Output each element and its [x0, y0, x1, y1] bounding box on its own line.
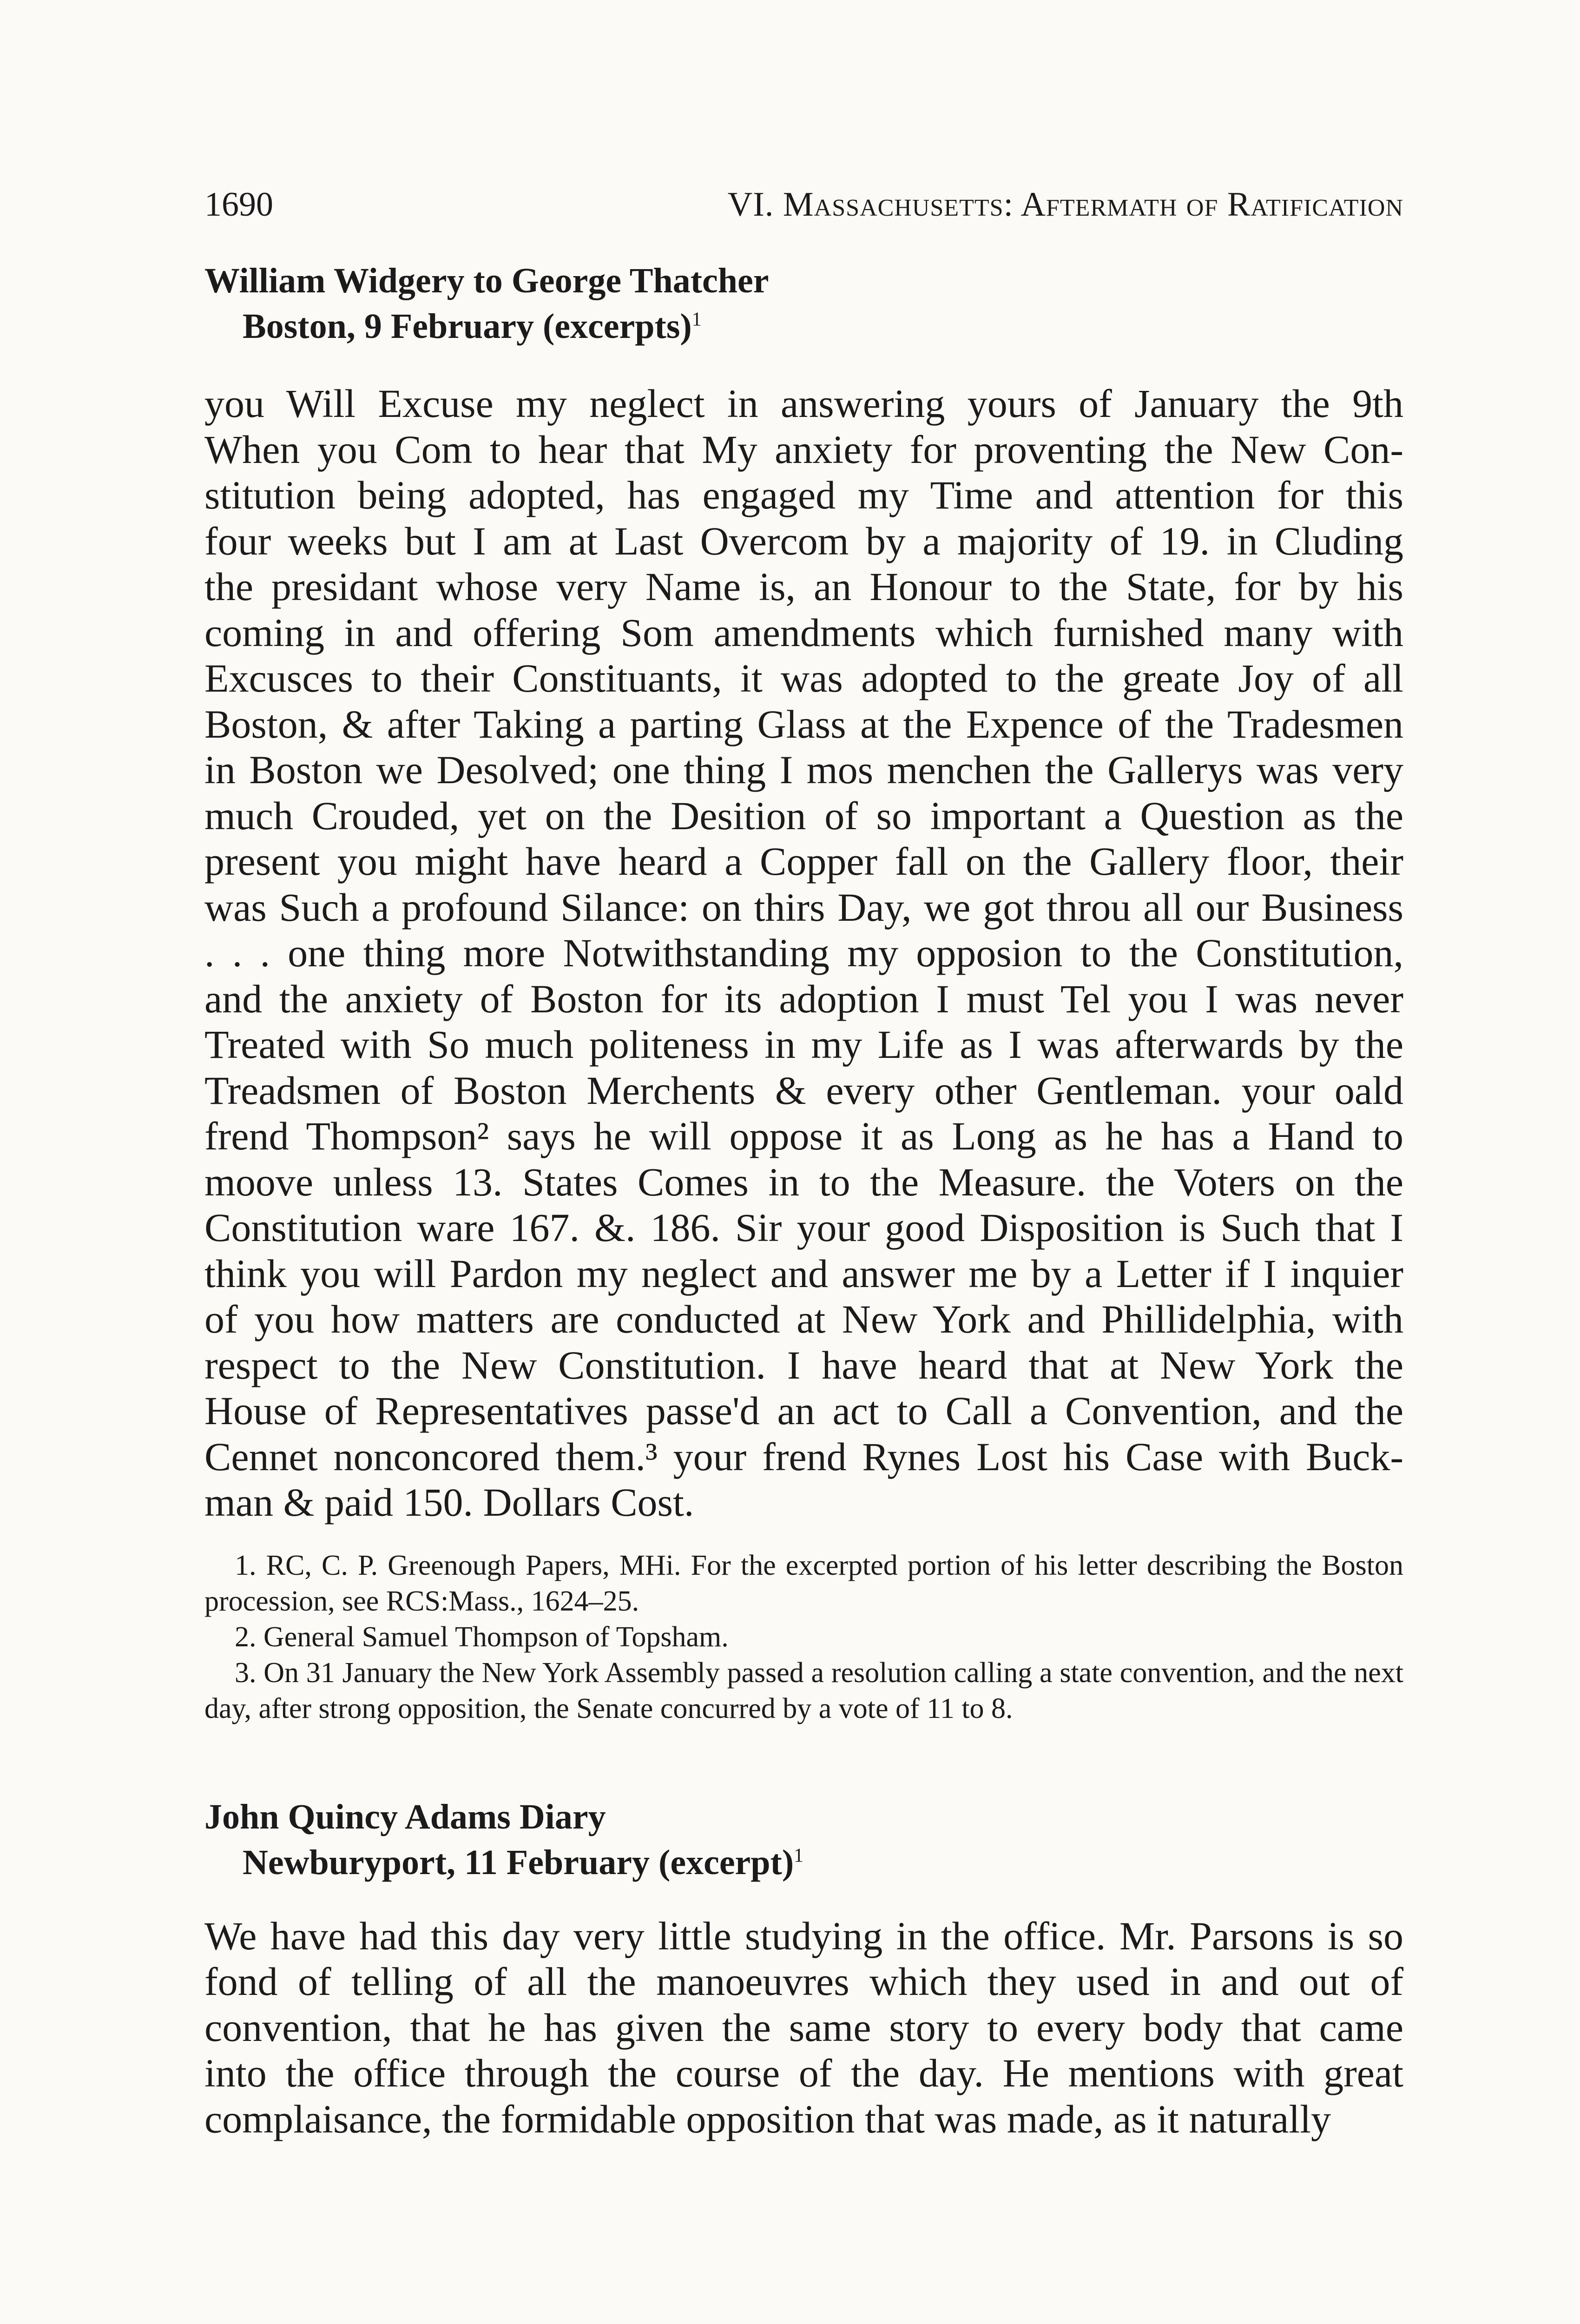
- text-line: frend Thompson² says he will oppose it as Long as he has a Hand to: [204, 1114, 1403, 1158]
- text-line: . . . one thing more Notwithstanding my opposion to the Constitution,: [204, 931, 1403, 975]
- text-line: Cennet nonconcored them.³ your frend Rynes Lost his Case with Buck-: [204, 1434, 1403, 1479]
- text-line: much Crouded, yet on the Desition of so important a Question as the: [204, 793, 1403, 838]
- footnote: 2. General Samuel Thompson of Topsham.: [235, 1621, 729, 1653]
- text-line: was Such a profound Silance: on thirs Day, we got throu all our Business: [204, 885, 1403, 930]
- text-line: present you might have heard a Copper fall on the Gallery floor, their: [204, 839, 1403, 884]
- text-line: Treadsmen of Boston Merchents & every other Gentleman. your oald: [204, 1068, 1403, 1113]
- letter-heading-note-ref: 1: [691, 309, 702, 330]
- letter-body: [204, 381, 1403, 1525]
- text-line: respect to the New Constitution. I have heard that at New York the: [204, 1342, 1403, 1387]
- text-line: of you how matters are conducted at New York and Phillidelphia, with: [204, 1297, 1403, 1341]
- text-line: Constitution ware 167. &. 186. Sir your good Disposition is Such that I: [204, 1205, 1403, 1250]
- text-line: fond of telling of all the manoeuvres which they used in and out of: [204, 1959, 1403, 2004]
- text-line: complaisance, the formidable opposition that was made, as it naturally: [204, 2096, 1331, 2141]
- diary-heading-place-date: [204, 1840, 1403, 1885]
- diary-heading-title: John Quincy Adams Diary: [204, 1797, 606, 1836]
- diary-heading-note-ref: 1: [794, 1845, 804, 1867]
- letter-heading-title: William Widgery to George Thatcher: [204, 261, 769, 300]
- footnote: 3. On 31 January the New York Assembly passed a resolution calling a state convention, and the next day, after strong opposition, the Senate concurred by a vote of 11 to 8.: [204, 1657, 1403, 1724]
- diary-heading-place-date-text: Newburyport, 11 February (excerpt): [243, 1842, 794, 1882]
- running-title: VI. Massachusetts: Aftermath of Ratification: [727, 185, 1403, 224]
- text-line: We have had this day very little studying in the office. Mr. Parsons is so: [204, 1913, 1403, 1958]
- text-line: When you Com to hear that My anxiety for proventing the New Con-: [204, 427, 1403, 472]
- letter-heading-place-date: [204, 304, 1403, 349]
- text-line: the presidant whose very Name is, an Honour to the State, for by his: [204, 564, 1403, 609]
- text-line: four weeks but I am at Last Overcom by a majority of 19. in Cluding: [204, 518, 1403, 563]
- diary-body: [204, 1913, 1403, 2142]
- text-line: think you will Pardon my neglect and answer me by a Letter if I inquier: [204, 1251, 1403, 1296]
- letter-heading-place-date-text: Boston, 9 February (excerpts): [243, 307, 692, 346]
- letter-footnotes: [204, 1548, 1403, 1727]
- footnote: 1. RC, C. P. Greenough Papers, MHi. For the excerpted portion of his letter describing the Boston procession, see RCS:Mass., 1624–25.: [204, 1549, 1403, 1617]
- text-line: in Boston we Desolved; one thing I mos menchen the Gallerys was very: [204, 747, 1403, 792]
- text-line: Treated with So much politeness in my Life as I was afterwards by the: [204, 1022, 1403, 1067]
- text-line: Boston, & after Taking a parting Glass at the Expence of the Tradesmen: [204, 701, 1403, 746]
- text-line: Excusces to their Constituants, it was adopted to the greate Joy of all: [204, 656, 1403, 700]
- running-head: [204, 184, 1403, 225]
- text-line: moove unless 13. States Comes in to the Measure. the Voters on the: [204, 1159, 1403, 1204]
- text-line: coming in and offering Som amendments which furnished many with: [204, 610, 1403, 655]
- text-line: man & paid 150. Dollars Cost.: [204, 1480, 694, 1525]
- letter-heading: [204, 258, 1403, 349]
- page-number: 1690: [204, 185, 273, 224]
- text-line: and the anxiety of Boston for its adoption I must Tel you I was never: [204, 976, 1403, 1021]
- document-page: [204, 184, 1403, 2142]
- text-line: stitution being adopted, has engaged my Time and attention for this: [204, 473, 1403, 517]
- text-line: convention, that he has given the same story to every body that came: [204, 2005, 1403, 2050]
- text-line: into the office through the course of the day. He mentions with great: [204, 2051, 1403, 2095]
- text-line: you Will Excuse my neglect in answering yours of January the 9th: [204, 381, 1403, 426]
- diary-heading: [204, 1794, 1403, 1885]
- text-line: House of Representatives passe'd an act to Call a Convention, and the: [204, 1388, 1403, 1433]
